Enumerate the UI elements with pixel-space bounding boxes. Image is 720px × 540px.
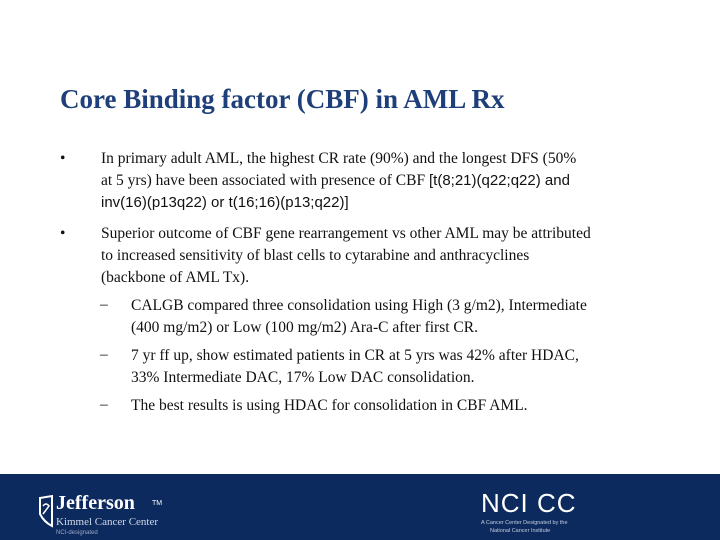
bullet-marker-1: •	[60, 150, 66, 167]
bullet-1-line-2-sans: [t(8;21)(q22;q22) and	[428, 172, 570, 189]
subbullet-1-line-1: CALGB compared three consolidation using High (3 g/m2), Intermediate	[131, 297, 587, 314]
bullet-1-line-3: inv(16)(p13q22) or t(16;16)(p13;q22)]	[101, 194, 349, 211]
footer-band	[0, 474, 720, 540]
nci-designation-line-2: National Cancer Institute	[490, 528, 551, 534]
bullet-2-line-3: (backbone of AML Tx).	[101, 269, 250, 286]
subbullet-marker-2: –	[100, 346, 108, 363]
jefferson-center-name: Kimmel Cancer Center	[56, 516, 159, 528]
subbullet-2-line-1: 7 yr ff up, show estimated patients in CR at 5 yrs was 42% after HDAC,	[131, 347, 579, 364]
bullet-1-line-2-serif: at 5 yrs) have been associated with presence of CBF	[101, 172, 429, 189]
bullet-2-line-1: Superior outcome of CBF gene rearrangement vs other AML may be attributed	[101, 225, 591, 242]
subbullet-3-line-1: The best results is using HDAC for consolidation in CBF AML.	[131, 397, 528, 414]
bullet-marker-2: •	[60, 225, 66, 242]
subbullet-2-line-2: 33% Intermediate DAC, 17% Low DAC consolidation.	[131, 369, 475, 386]
jefferson-name: Jefferson	[56, 492, 135, 514]
nci-logo: NCI CC	[481, 488, 577, 518]
slide-title: Core Binding factor (CBF) in AML Rx	[60, 84, 505, 114]
nci-designation-line-1: A Cancer Center Designated by the	[481, 520, 568, 526]
jefferson-tm: TM	[152, 500, 163, 507]
bullet-1-line-1: In primary adult AML, the highest CR rate (90%) and the longest DFS (50%	[101, 150, 577, 167]
subbullet-text-3	[131, 395, 701, 417]
subbullet-text-2	[131, 345, 701, 389]
subbullet-marker-1: –	[100, 296, 108, 313]
subbullet-1-line-2: (400 mg/m2) or Low (100 mg/m2) Ara-C after first CR.	[131, 319, 478, 336]
bullet-2-line-2: to increased sensitivity of blast cells to cytarabine and anthracyclines	[101, 247, 530, 264]
bullet-1-line-2	[101, 170, 701, 192]
subbullet-text-1	[131, 295, 701, 339]
jefferson-designation: NCI-designated	[56, 530, 98, 536]
subbullet-marker-3: –	[100, 396, 108, 413]
bullet-text-1	[101, 148, 701, 214]
bullet-text-2	[101, 223, 701, 289]
